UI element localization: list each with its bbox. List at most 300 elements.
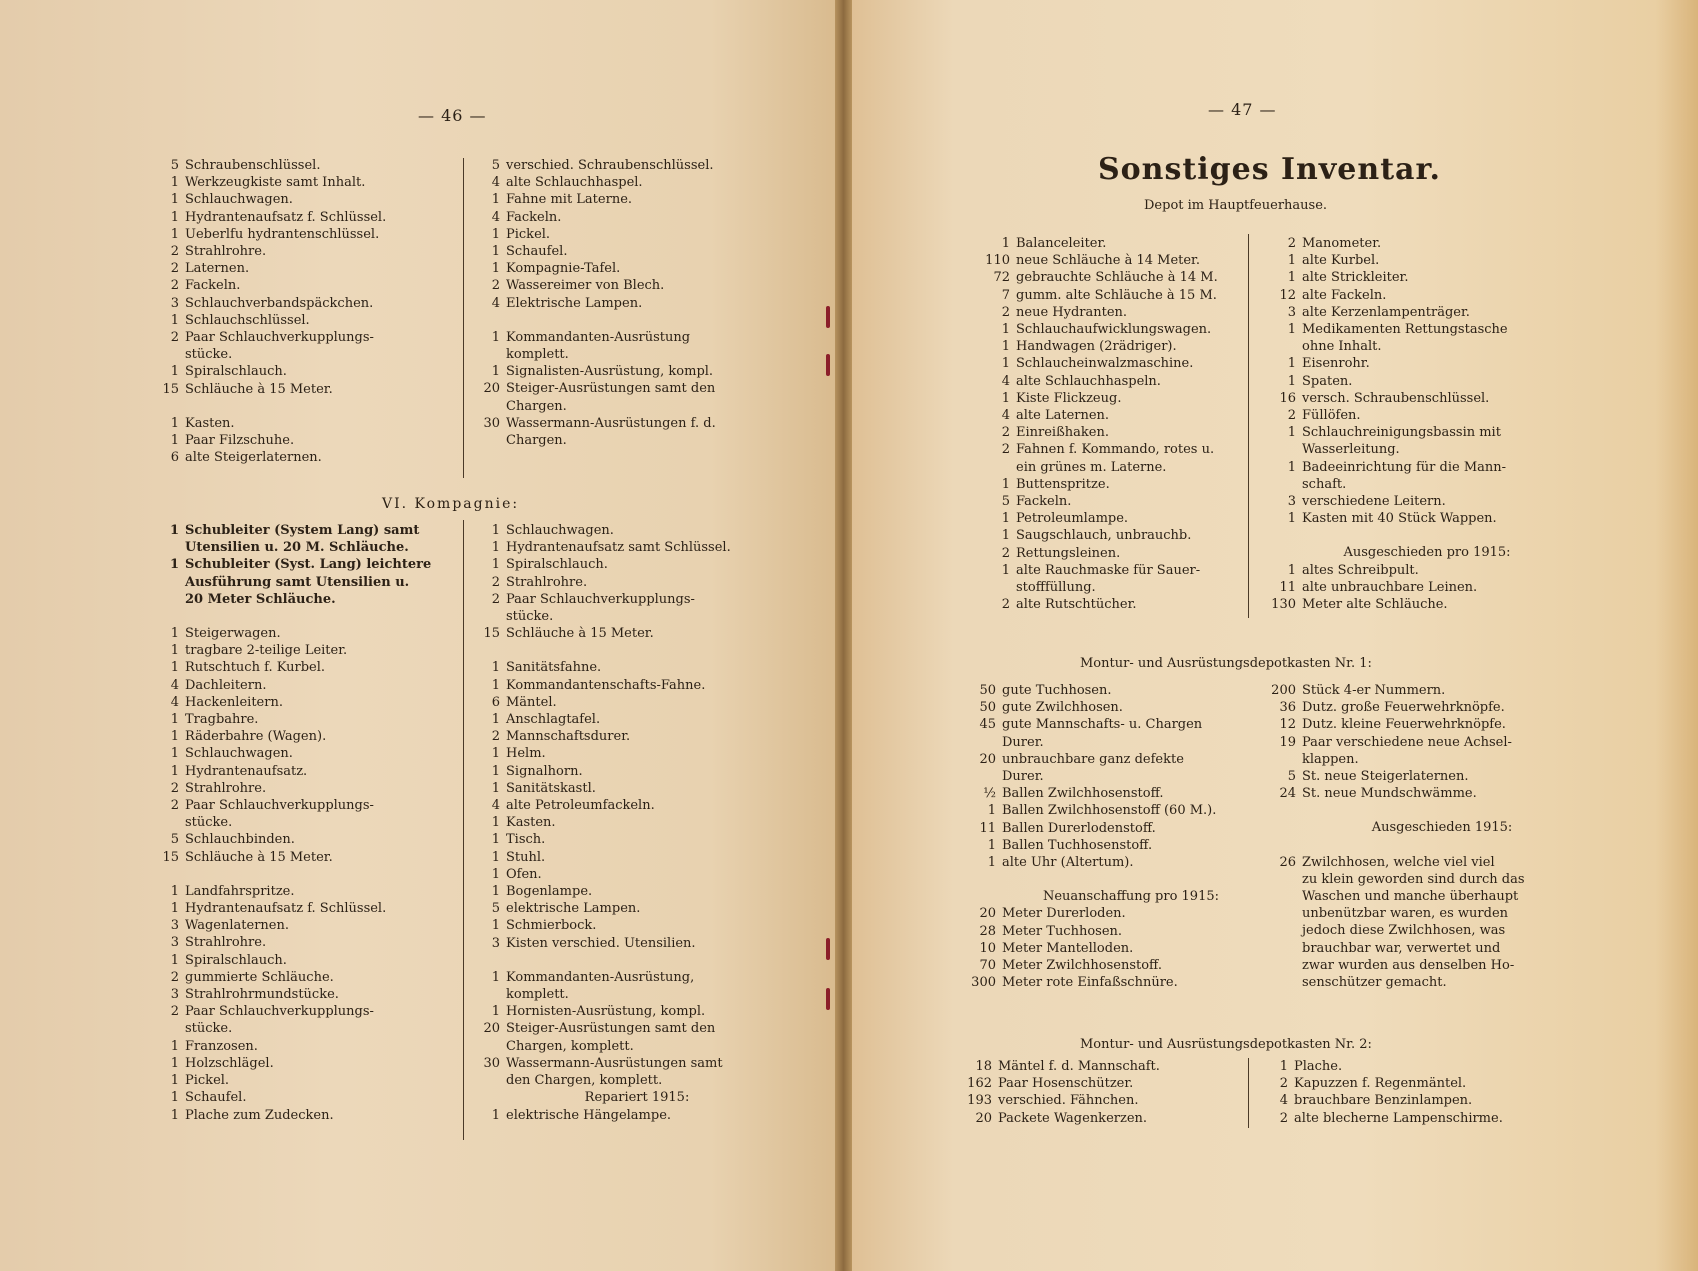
item-quantity: 1	[170, 763, 179, 779]
inventory-item	[1252, 235, 1552, 252]
item-quantity: 1	[491, 364, 500, 380]
spacer	[145, 398, 445, 415]
item-quantity: 1	[1287, 562, 1296, 578]
item-description: Rutschtuch f. Kurbel.	[185, 660, 326, 676]
list-left-bottom-b	[468, 522, 768, 1124]
item-description: alte Schlauchhaspel.	[506, 175, 643, 191]
item-description-continued: jedoch diese Zwilchhosen, was	[1302, 923, 1506, 939]
item-description-continued: ohne Inhalt.	[1302, 339, 1382, 355]
inventory-item	[145, 1003, 445, 1037]
item-description: Helm.	[506, 746, 546, 762]
item-quantity: 1	[170, 626, 179, 642]
item-quantity: 18	[975, 1059, 992, 1074]
item-description: Stück 4-er Nummern.	[1302, 683, 1446, 698]
item-description: Stuhl.	[506, 849, 546, 865]
inventory-item	[145, 1038, 445, 1055]
item-quantity: 1	[491, 660, 500, 676]
item-description: Wassermann-Ausrüstungen f. d.	[506, 415, 716, 431]
item-description: Wagenlaternen.	[185, 918, 289, 934]
inventory-item	[468, 625, 768, 642]
item-quantity: 1	[170, 226, 179, 242]
item-quantity: 72	[993, 270, 1010, 286]
item-quantity: 20	[979, 906, 996, 922]
item-description: Steiger-Ausrüstungen samt den	[506, 381, 716, 397]
item-description: Manometer.	[1302, 236, 1382, 251]
item-quantity: 1	[169, 557, 179, 573]
item-quantity: 20	[483, 381, 500, 397]
item-quantity: 3	[170, 935, 179, 951]
item-description-continued: senschützer gemacht.	[1302, 975, 1447, 991]
item-description: Schmierbock.	[506, 918, 597, 934]
item-description: Hornisten-Ausrüstung, kompl.	[506, 1004, 706, 1020]
inventory-item	[468, 226, 768, 243]
item-description: Signalhorn.	[506, 763, 583, 779]
inventory-item	[960, 390, 1240, 407]
item-quantity: 5	[1001, 494, 1010, 510]
inventory-item	[960, 1092, 1260, 1109]
item-quantity: 1	[169, 523, 179, 538]
item-description: Meter Durerloden.	[1002, 906, 1126, 922]
inventory-item	[145, 849, 445, 866]
item-description: Laternen.	[185, 261, 250, 277]
inventory-item	[960, 837, 1260, 854]
item-quantity: 1	[1287, 373, 1296, 389]
item-quantity: 2	[170, 1004, 179, 1020]
item-quantity: 3	[1287, 304, 1296, 320]
subsection-heading: Neuanschaffung pro 1915:	[1042, 889, 1220, 905]
item-quantity: 2	[1001, 442, 1010, 458]
inventory-item	[960, 940, 1260, 957]
inventory-item	[960, 854, 1260, 871]
item-quantity: 7	[1001, 287, 1010, 303]
item-description: altes Schreibpult.	[1302, 562, 1419, 578]
item-quantity: 45	[979, 717, 996, 733]
list-depot-left	[960, 235, 1240, 613]
item-quantity: 2	[170, 330, 179, 346]
inventory-item	[145, 642, 445, 659]
inventory-item	[960, 510, 1240, 527]
item-description: alte Schlauchhaspeln.	[1016, 373, 1161, 389]
inventory-item	[1252, 1075, 1552, 1092]
item-description: Holzschlägel.	[185, 1055, 274, 1071]
inventory-item	[960, 785, 1260, 802]
inventory-item	[145, 1107, 445, 1124]
item-quantity: 4	[1001, 408, 1010, 424]
inventory-item	[468, 849, 768, 866]
item-quantity: 1	[491, 244, 500, 260]
item-quantity: 193	[967, 1093, 992, 1109]
item-quantity: 36	[1279, 700, 1296, 716]
item-quantity: 6	[170, 450, 179, 466]
item-description: Hydrantenaufsatz f. Schlüssel.	[185, 901, 387, 917]
inventory-item	[468, 728, 768, 745]
item-description: Spaten.	[1302, 373, 1353, 389]
item-quantity: 30	[483, 415, 500, 431]
item-quantity: 12	[1279, 717, 1296, 733]
inventory-item	[468, 917, 768, 934]
subsection-heading: Ausgeschieden 1915:	[1371, 820, 1513, 836]
inventory-item	[145, 763, 445, 780]
inventory-item	[468, 780, 768, 797]
item-description: Schlauchwagen.	[185, 746, 293, 762]
item-description: Plache zum Zudecken.	[185, 1107, 334, 1123]
inventory-item	[960, 562, 1240, 596]
item-quantity: 4	[491, 295, 500, 311]
item-quantity: 1	[1001, 511, 1010, 527]
section-heading-box-2: Montur- und Ausrüstungsdepotkasten Nr. 2:	[1080, 1037, 1372, 1052]
item-description: gummierte Schläuche.	[185, 969, 334, 985]
item-description: Kapuzzen f. Regenmäntel.	[1294, 1076, 1467, 1092]
item-quantity: 1	[170, 1038, 179, 1054]
section-heading-vi-kompagnie: VI. Kompagnie:	[382, 496, 520, 512]
item-description: Buttenspritze.	[1016, 476, 1110, 492]
item-description: gute Tuchhosen.	[1002, 683, 1112, 698]
item-quantity: 4	[491, 798, 500, 814]
inventory-item	[1252, 355, 1552, 372]
item-description: Schlaucheinwalzmaschine.	[1016, 356, 1194, 372]
inventory-item	[960, 321, 1240, 338]
page-title: Sonstiges Inventar.	[1098, 152, 1441, 187]
item-quantity: 26	[1279, 854, 1296, 870]
spacer	[468, 312, 768, 329]
item-description: alte unbrauchbare Leinen.	[1302, 579, 1478, 595]
item-quantity: 1	[491, 523, 500, 538]
item-description-continued: zu klein geworden sind durch das	[1302, 871, 1525, 887]
item-description: alte blecherne Lampenschirme.	[1294, 1110, 1503, 1126]
item-description: Strahlrohre.	[506, 574, 588, 590]
inventory-item	[960, 1075, 1260, 1092]
item-quantity: 1	[170, 1107, 179, 1123]
item-quantity: 1	[170, 364, 179, 380]
item-description: gebrauchte Schläuche à 14 M.	[1016, 270, 1218, 286]
item-description: verschiedene Leitern.	[1302, 494, 1446, 510]
item-description-continued: Ausführung samt Utensilien u.	[185, 574, 410, 590]
item-quantity: 2	[491, 278, 500, 294]
page-left	[0, 0, 835, 1271]
item-quantity: 1	[491, 832, 500, 848]
item-description: Schlauchwagen.	[185, 192, 293, 208]
item-description: versch. Schraubenschlüssel.	[1302, 390, 1490, 406]
inventory-item	[145, 694, 445, 711]
spacer	[1252, 837, 1582, 854]
item-description: brauchbare Benzinlampen.	[1294, 1093, 1473, 1109]
inventory-item	[468, 659, 768, 676]
item-quantity: 20	[483, 1021, 500, 1037]
inventory-item	[1252, 1110, 1552, 1127]
inventory-item	[468, 900, 768, 917]
item-quantity: 1	[491, 780, 500, 796]
column-divider	[1248, 234, 1249, 618]
binding-stitch	[826, 354, 830, 376]
item-description: Ofen.	[506, 866, 542, 882]
inventory-item	[145, 522, 445, 556]
item-description: Spiralschlauch.	[185, 364, 287, 380]
inventory-item	[1252, 716, 1582, 733]
item-quantity: 1	[170, 901, 179, 917]
list-box-2-left	[960, 1058, 1260, 1127]
item-description: Strahlrohre.	[185, 244, 267, 260]
item-description: Dachleitern.	[185, 677, 267, 693]
item-description: Einreißhaken.	[1016, 425, 1109, 441]
item-quantity: 28	[979, 923, 996, 939]
inventory-item	[960, 269, 1240, 286]
item-quantity: 16	[1279, 390, 1296, 406]
item-quantity: 1	[1001, 562, 1010, 578]
item-quantity: 2	[1279, 1076, 1288, 1092]
inventory-item	[145, 659, 445, 676]
item-description: Schubleiter (System Lang) samt	[185, 523, 420, 538]
inventory-item	[145, 711, 445, 728]
inventory-item	[468, 209, 768, 226]
item-description: Pickel.	[185, 1073, 230, 1089]
inventory-item	[468, 295, 768, 312]
item-description: Dutz. kleine Feuerwehrknöpfe.	[1302, 717, 1506, 733]
inventory-item	[468, 677, 768, 694]
page-right	[852, 0, 1698, 1271]
spacer	[1252, 527, 1552, 544]
inventory-item	[468, 745, 768, 762]
inventory-item	[1252, 1058, 1552, 1075]
item-description: Saugschlauch, unbrauchb.	[1016, 528, 1192, 544]
item-description: St. neue Steigerlaternen.	[1302, 769, 1469, 785]
item-description: alte Laternen.	[1016, 408, 1110, 424]
inventory-item	[468, 174, 768, 191]
item-quantity: 1	[491, 226, 500, 242]
item-description: Wassereimer von Blech.	[506, 278, 665, 294]
item-quantity: 1	[1001, 322, 1010, 338]
inventory-item	[468, 866, 768, 883]
list-depot-right	[1252, 235, 1552, 613]
item-description: Dutz. große Feuerwehrknöpfe.	[1302, 700, 1505, 716]
item-description: tragbare 2-teilige Leiter.	[185, 643, 348, 659]
inventory-item	[145, 1089, 445, 1106]
item-description-continued: stücke.	[185, 1021, 233, 1037]
item-description: Steiger-Ausrüstungen samt den	[506, 1021, 716, 1037]
subsection-heading: Ausgeschieden pro 1915:	[1343, 545, 1511, 561]
item-description: Elektrische Lampen.	[506, 295, 643, 311]
item-quantity: 1	[170, 192, 179, 208]
item-description: Paar Schlauchverkupplungs-	[506, 591, 695, 607]
inventory-item	[145, 432, 445, 449]
item-quantity: 5	[170, 832, 179, 848]
item-description: neue Hydranten.	[1016, 304, 1128, 320]
inventory-item	[145, 329, 445, 363]
item-description-continued: Chargen, komplett.	[506, 1038, 634, 1054]
item-description: alte Fackeln.	[1302, 287, 1387, 303]
item-description: Mannschaftsdurer.	[506, 729, 631, 745]
item-description: Ballen Durerlodenstoff.	[1002, 820, 1156, 836]
item-description-continued: stücke.	[185, 347, 233, 363]
inventory-item	[960, 699, 1260, 716]
item-description-continued: den Chargen, komplett.	[506, 1073, 663, 1089]
inventory-item	[468, 522, 768, 539]
item-quantity: 1	[491, 884, 500, 900]
inventory-item	[960, 287, 1240, 304]
inventory-item	[145, 277, 445, 294]
item-description: Hydrantenaufsatz samt Schlüssel.	[506, 540, 731, 556]
item-description: Schläuche à 15 Meter.	[185, 381, 333, 397]
item-description: Fahnen f. Kommando, rotes u.	[1016, 442, 1215, 458]
inventory-item	[960, 441, 1240, 475]
item-description: Bogenlampe.	[506, 884, 593, 900]
inventory-item	[145, 934, 445, 951]
item-quantity: 1	[491, 261, 500, 277]
item-description: gute Mannschafts- u. Chargen	[1002, 717, 1203, 733]
inventory-item	[145, 174, 445, 191]
inventory-item	[145, 295, 445, 312]
inventory-item	[960, 424, 1240, 441]
inventory-item	[468, 415, 768, 449]
item-quantity: 4	[1279, 1093, 1288, 1109]
item-quantity: 10	[979, 940, 996, 956]
inventory-item	[960, 235, 1240, 252]
inventory-item	[468, 711, 768, 728]
inventory-item	[1252, 493, 1552, 510]
item-description: gumm. alte Schläuche à 15 M.	[1016, 287, 1217, 303]
spacer	[145, 866, 445, 883]
list-left-bottom-a	[145, 522, 445, 1124]
item-description: alte Kurbel.	[1302, 253, 1380, 269]
item-description: Fackeln.	[185, 278, 241, 294]
inventory-item	[468, 380, 768, 414]
item-quantity: 2	[1001, 304, 1010, 320]
item-description: unbrauchbare ganz defekte	[1002, 751, 1184, 767]
item-quantity: 1	[1287, 322, 1296, 338]
item-quantity: 1	[1287, 253, 1296, 269]
item-description: Kisten verschied. Utensilien.	[506, 935, 696, 951]
list-box-1-left	[960, 682, 1260, 991]
item-description-continued: Waschen und manche überhaupt	[1302, 889, 1519, 905]
item-description: Hydrantenaufsatz f. Schlüssel.	[185, 209, 387, 225]
inventory-item	[960, 527, 1240, 544]
item-quantity: 4	[1001, 373, 1010, 389]
list-left-top-b	[468, 157, 768, 449]
item-quantity: 1	[1287, 425, 1296, 441]
item-description: Packete Wagenkerzen.	[998, 1110, 1148, 1126]
list-box-2-right	[1252, 1058, 1552, 1127]
inventory-item	[1252, 304, 1552, 321]
inventory-item	[468, 694, 768, 711]
item-quantity: 3	[1287, 494, 1296, 510]
item-quantity: 1	[1001, 236, 1010, 251]
spacer	[145, 608, 445, 625]
inventory-item	[468, 260, 768, 277]
item-quantity: 1	[491, 969, 500, 985]
page-number-left: — 46 —	[418, 106, 487, 125]
spacer	[1252, 802, 1582, 819]
inventory-item	[468, 763, 768, 780]
item-description-continued: Utensilien u. 20 M. Schläuche.	[185, 540, 409, 556]
inventory-item	[145, 1072, 445, 1089]
item-description: Pickel.	[506, 226, 551, 242]
item-description-continued: Chargen.	[506, 433, 567, 449]
item-quantity: 4	[491, 175, 500, 191]
item-description: Schlauchverbandspäckchen.	[185, 295, 374, 311]
item-description: Schläuche à 15 Meter.	[185, 849, 333, 865]
item-description: Paar Hosenschützer.	[998, 1076, 1134, 1092]
inventory-item	[145, 260, 445, 277]
item-quantity: 19	[1279, 734, 1296, 750]
item-quantity: 1	[170, 175, 179, 191]
inventory-item	[1252, 734, 1582, 768]
inventory-item	[145, 209, 445, 226]
item-quantity: 20	[975, 1110, 992, 1126]
inventory-item	[960, 373, 1240, 390]
spacer	[960, 871, 1260, 888]
item-quantity: 11	[1279, 579, 1296, 595]
inventory-item	[468, 935, 768, 952]
item-quantity: 1	[1001, 476, 1010, 492]
item-quantity: 2	[170, 969, 179, 985]
item-quantity: 1	[491, 1004, 500, 1020]
item-quantity: 2	[170, 244, 179, 260]
item-description: Schlauchwagen.	[506, 523, 614, 538]
item-quantity: 1	[491, 540, 500, 556]
section-heading-box-1: Montur- und Ausrüstungsdepotkasten Nr. 1:	[1080, 656, 1372, 671]
item-quantity: 1	[1001, 528, 1010, 544]
inventory-item	[145, 728, 445, 745]
item-quantity: 2	[491, 729, 500, 745]
inventory-item	[145, 780, 445, 797]
item-quantity: 1	[491, 677, 500, 693]
column-divider	[463, 158, 464, 478]
item-quantity: 2	[491, 574, 500, 590]
inventory-item	[468, 591, 768, 625]
inventory-item	[145, 986, 445, 1003]
item-description-continued: Durer.	[1002, 734, 1044, 750]
inventory-item	[145, 556, 445, 608]
page-subtitle: Depot im Hauptfeuerhause.	[1144, 198, 1328, 213]
inventory-item	[1252, 854, 1582, 992]
item-description: Schaufel.	[506, 244, 568, 260]
item-quantity: 1	[1287, 270, 1296, 286]
item-quantity: 1	[491, 557, 500, 573]
item-quantity: 1	[170, 209, 179, 225]
inventory-item	[145, 917, 445, 934]
item-quantity: 2	[1287, 236, 1296, 251]
item-quantity: 1	[170, 746, 179, 762]
item-description: Schubleiter (Syst. Lang) leichtere	[185, 557, 432, 573]
inventory-item	[960, 338, 1240, 355]
item-quantity: 2	[1001, 597, 1010, 613]
inventory-item	[960, 802, 1260, 819]
item-description-continued: stücke.	[185, 815, 233, 831]
inventory-item	[468, 329, 768, 363]
binding-stitch	[826, 306, 830, 328]
item-description: neue Schläuche à 14 Meter.	[1016, 253, 1200, 269]
item-description: Meter Tuchhosen.	[1002, 923, 1123, 939]
item-quantity: 1	[170, 1090, 179, 1106]
inventory-item	[468, 574, 768, 591]
item-quantity: 2	[1279, 1110, 1288, 1126]
inventory-item	[468, 883, 768, 900]
item-description: Strahlrohrmundstücke.	[185, 987, 339, 1003]
item-quantity: ½	[983, 786, 996, 802]
inventory-item	[468, 969, 768, 1003]
binding-stitch	[826, 938, 830, 960]
inventory-item	[145, 1055, 445, 1072]
item-description: Tragbahre.	[185, 712, 259, 728]
inventory-item	[468, 1020, 768, 1054]
inventory-item	[145, 625, 445, 642]
inventory-item	[960, 252, 1240, 269]
item-quantity: 3	[170, 918, 179, 934]
item-description: Sanitätskastl.	[506, 780, 596, 796]
item-quantity: 3	[170, 987, 179, 1003]
item-quantity: 1	[170, 883, 179, 899]
item-quantity: 1	[170, 712, 179, 728]
item-description: alte Kerzenlampenträger.	[1302, 304, 1470, 320]
